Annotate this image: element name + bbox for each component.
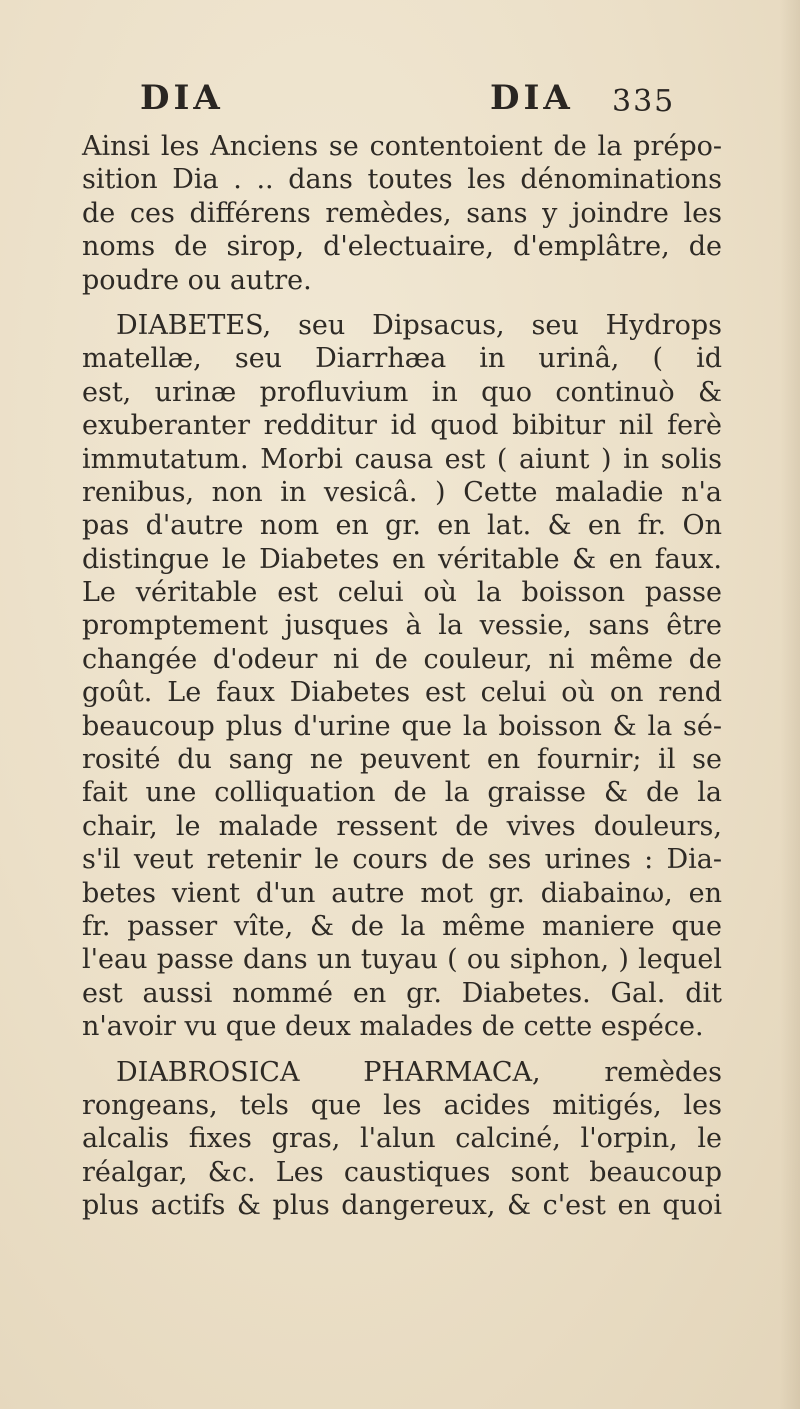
text-line: Ainsi les Anciens se contentoient de la prépo- [82, 131, 722, 162]
text-line: distingue le Diabetes en véritable & en faux. [82, 543, 722, 575]
text-line: l'eau passe dans un tuyau ( ou siphon, ) lequel [82, 944, 722, 976]
text-line: alcalis fixes gras, l'alun calciné, l'orpin, le [82, 1123, 722, 1155]
text-line: pas d'autre nom en gr. en lat. & en fr. On [82, 510, 722, 542]
header-right-word: DIA [490, 78, 574, 118]
text-line: noms de sirop, d'electuaire, d'emplâtre, de [82, 231, 722, 263]
text-line: matellæ, seu Diarrhæa in urinâ, ( id [82, 343, 722, 375]
page-number: 335 [612, 84, 676, 119]
text-line: exuberanter redditur id quod bibitur nil ferè [82, 410, 722, 442]
text-line: est aussi nommé en gr. Diabetes. Gal. dit [82, 977, 722, 1009]
text-line: de ces différens remèdes, sans y joindre les [82, 197, 722, 229]
text-line: sition Dia . .. dans toutes les dénominations [82, 164, 722, 196]
text-line: rosité du sang ne peuvent en fournir; il se [82, 744, 722, 776]
entry-heading-line: DIABETES, seu Dipsacus, seu Hydrops [116, 309, 722, 341]
entry-heading-line: DIABROSICA PHARMACA, remèdes [116, 1056, 722, 1088]
text-line: rongeans, tels que les acides mitigés, les [82, 1089, 722, 1121]
text-block [82, 130, 722, 1223]
text-line: réalgar, &c. Les caustiques sont beaucoup [82, 1156, 722, 1188]
text-line: chair, le malade ressent de vives douleurs, [82, 810, 722, 842]
running-header [0, 78, 800, 128]
text-line: Le véritable est celui où la boisson passe [82, 577, 722, 609]
text-line: fait une colliquation de la graisse & de la [82, 777, 722, 809]
text-line: beaucoup plus d'urine que la boisson & la sé- [82, 710, 722, 742]
text-line: renibus, non in vesicâ. ) Cette maladie n'a [82, 476, 722, 508]
text-line: s'il veut retenir le cours de ses urines : Dia- [82, 844, 722, 876]
text-line: promptement jusques à la vessie, sans être [82, 610, 722, 642]
page-edge-shadow [780, 0, 800, 1409]
text-line: betes vient d'un autre mot gr. diabainω, en [82, 877, 722, 909]
text-line: fr. passer vîte, & de la même maniere que [82, 910, 722, 942]
text-line: plus actifs & plus dangereux, & c'est en quoi [82, 1190, 722, 1222]
text-line: immutatum. Morbi causa est ( aiunt ) in solis [82, 443, 722, 475]
text-line: changée d'odeur ni de couleur, ni même de [82, 643, 722, 675]
text-line: poudre ou autre. [82, 264, 312, 296]
text-line: goût. Le faux Diabetes est celui où on rend [82, 677, 722, 709]
text-line: n'avoir vu que deux malades de cette espéce. [82, 1011, 704, 1043]
text-line: est, urinæ profluvium in quo continuò & [82, 376, 722, 408]
header-left-word: DIA [140, 78, 224, 118]
